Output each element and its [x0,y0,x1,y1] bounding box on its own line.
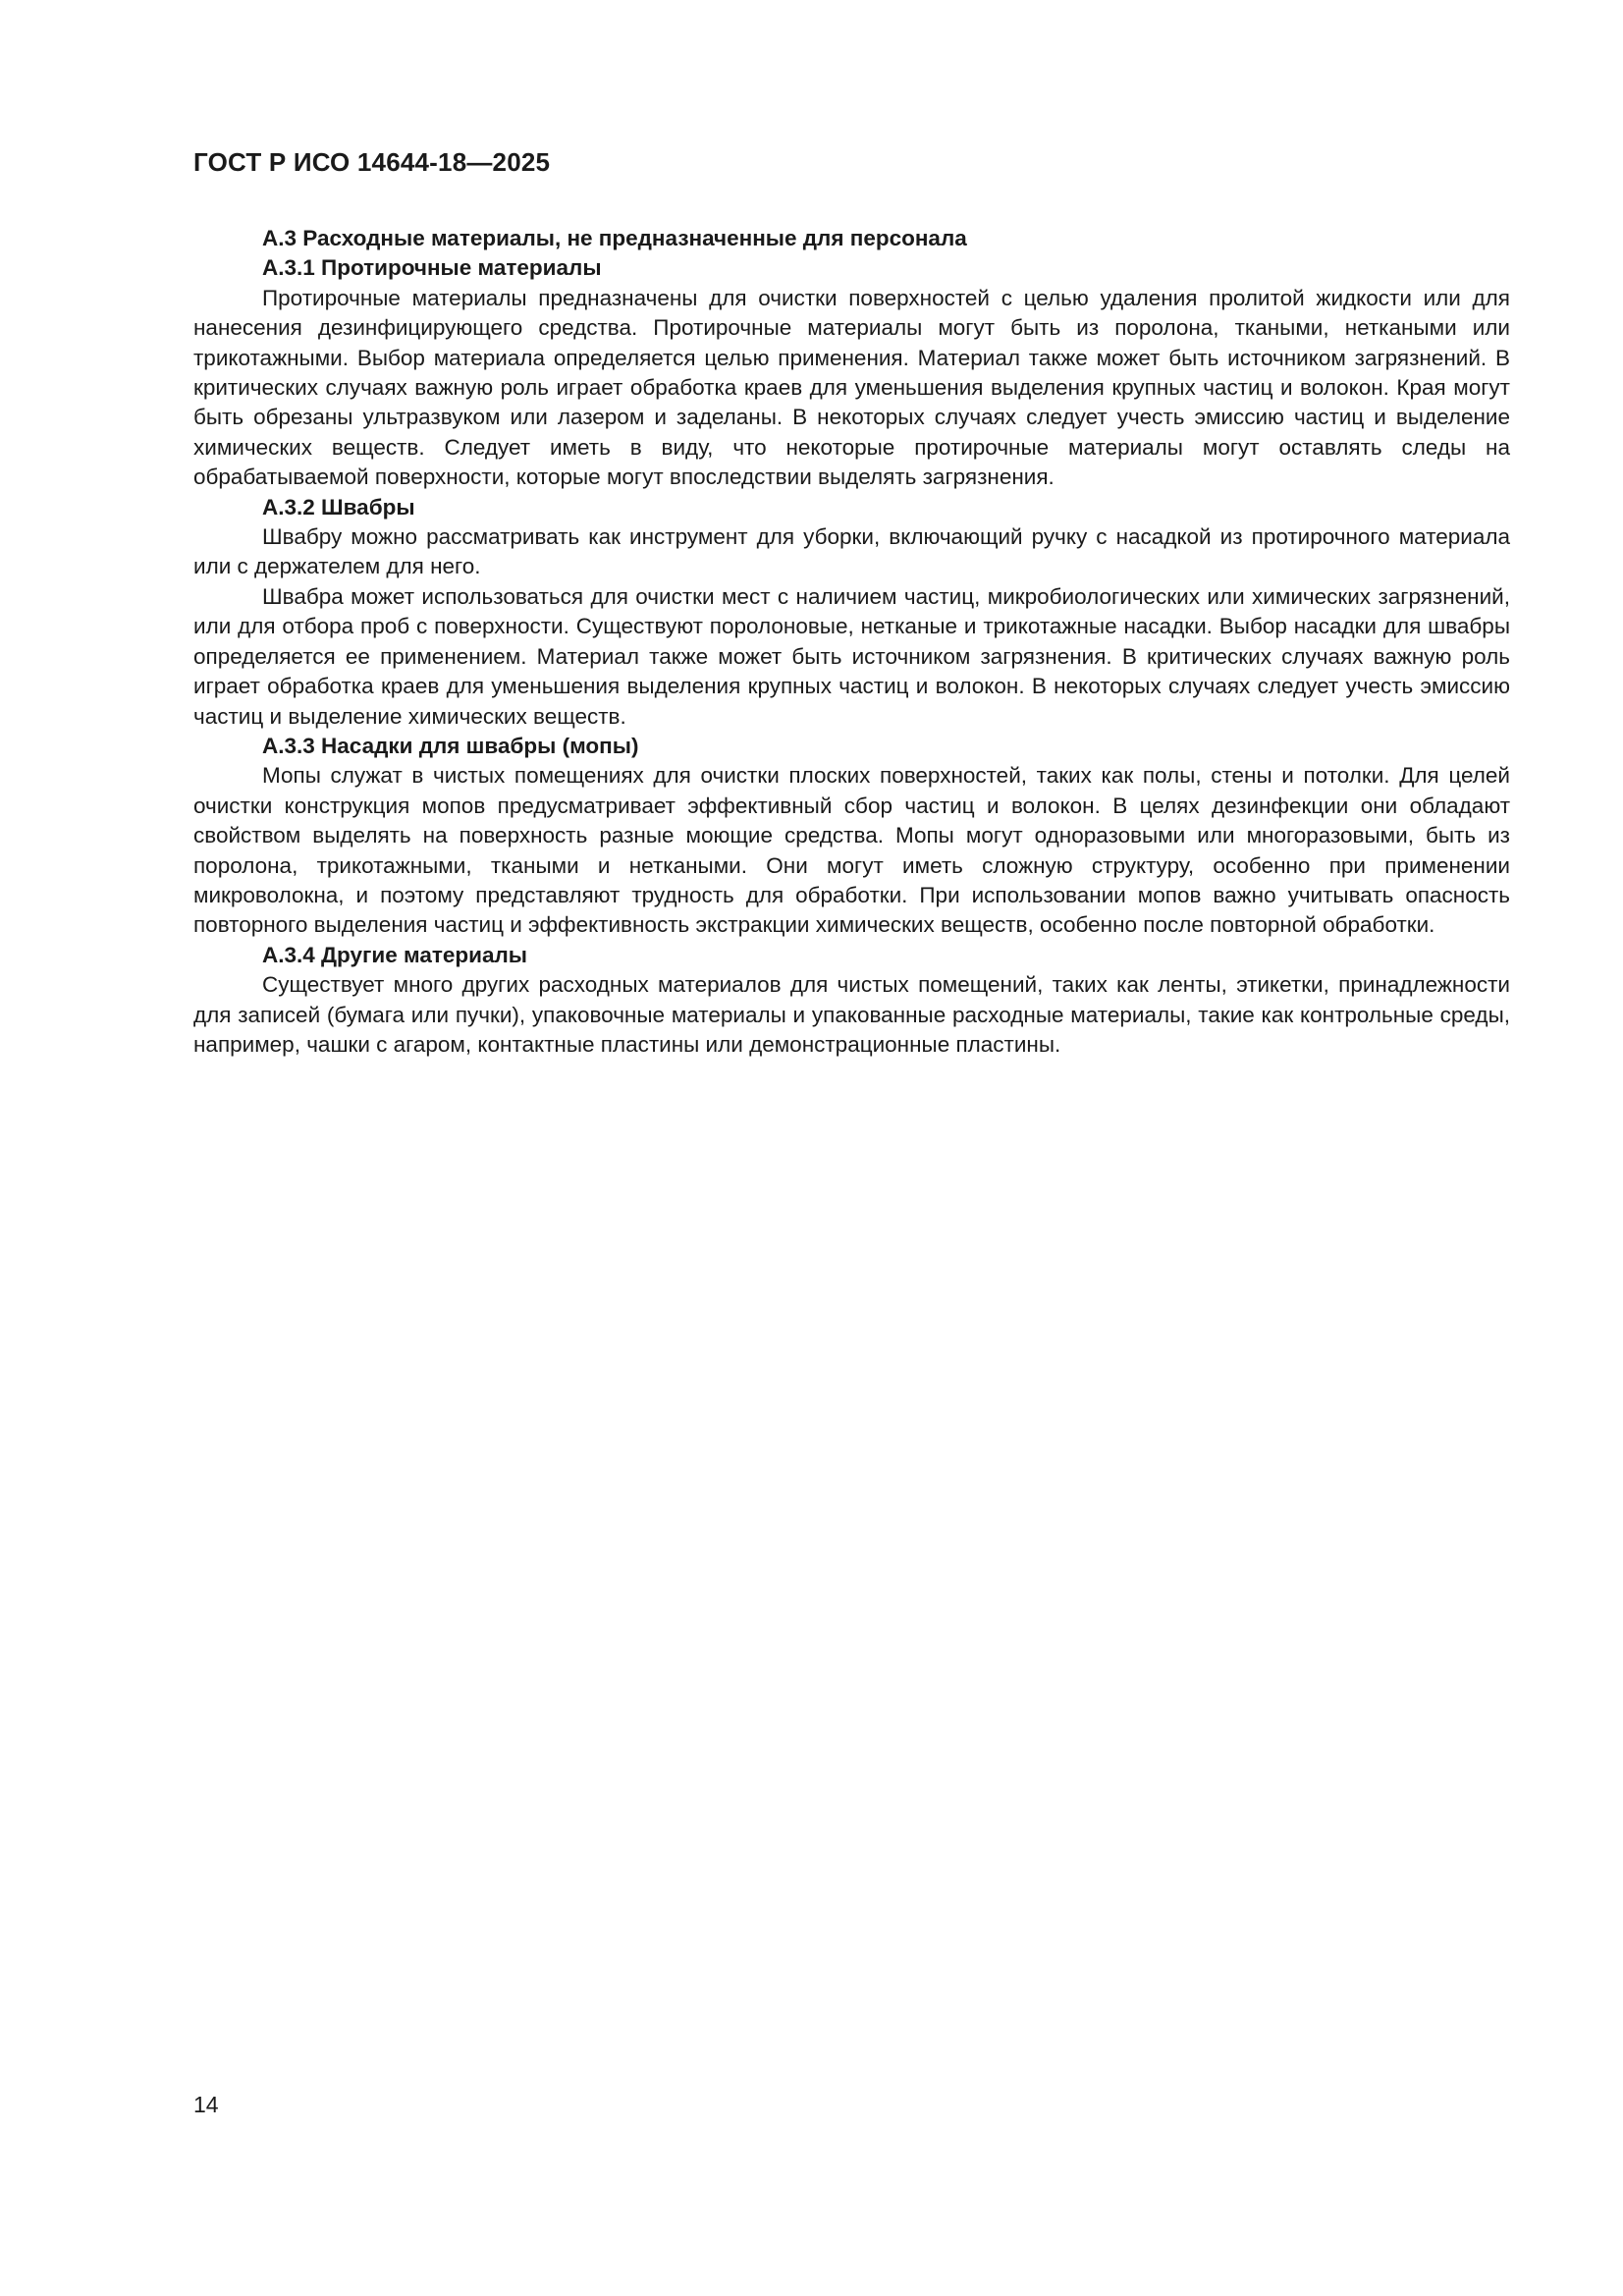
section-a33-heading: А.3.3 Насадки для швабры (мопы) [262,733,639,758]
document-body [193,224,1510,1060]
section-a31-paragraph: Протирочные материалы предназначены для очистки поверхностей с целью удаления пролитой жидкости или для нанесения дезинфицирующего средства. Протирочные материалы могут быть из поролона, ткаными, неткаными или трикотажными. Выбор материала определяется целью применения. Материал также может быть источником загрязнений. В критических случаях важную роль играет обработка краев для уменьшения выделения крупных частиц и волокон. Края могут быть обрезаны ультразвуком или лазером и заделаны. В некоторых случаях следует учесть эмиссию частиц и выделение химических веществ. Следует иметь в виду, что некоторые протирочные материалы могут оставлять следы на обрабатываемой поверхности, которые могут впоследствии выделять загрязнения. [193,285,1510,490]
section-a34-heading: А.3.4 Другие материалы [262,942,527,967]
section-a32-paragraph: Швабру можно рассматривать как инструмент для уборки, включающий ручку с насадкой из протирочного материала или с держателем для него. [193,524,1510,579]
page-number: 14 [193,2092,219,2117]
document-header: ГОСТ Р ИСО 14644-18—2025 [193,147,551,177]
section-a33-paragraph: Мопы служат в чистых помещениях для очистки плоских поверхностей, таких как полы, стены и потолки. Для целей очистки конструкция мопов предусматривает эффективный сбор частиц и волокон. В целях дезинфекции они обладают свойством выделять на поверхность разные моющие средства. Мопы могут одноразовыми или многоразовыми, быть из поролона, трикотажными, ткаными и неткаными. Они могут иметь сложную структуру, особенно при применении микроволокна, и поэтому представляют трудность для обработки. При использовании мопов важно учитывать опасность повторного выделения частиц и эффективность экстракции химических веществ, особенно после повторной обработки. [193,763,1510,938]
section-a32-paragraph: Швабра может использоваться для очистки мест с наличием частиц, микробиологических или химических загрязнений, или для отбора проб с поверхности. Существуют поролоновые, нетканые и трикотажные насадки. Выбор насадки для швабры определяется ее применением. Материал также может быть источником загрязнения. В критических случаях важную роль играет обработка краев для уменьшения выделения крупных частиц и волокон. В некоторых случаях следует учесть эмиссию частиц и выделение химических веществ. [193,583,1510,729]
section-a31-heading: А.3.1 Протирочные материалы [262,255,602,281]
section-a3-heading: А.3 Расходные материалы, не предназначенные для персонала [262,226,967,250]
section-a32-heading: А.3.2 Швабры [262,494,415,519]
section-a34-paragraph: Существует много других расходных материалов для чистых помещений, таких как ленты, этикетки, принадлежности для записей (бумага или пучки), упаковочные материалы и упакованные расходные материалы, такие как контрольные среды, например, чашки с агаром, контактные пластины или демонстрационные пластины. [193,972,1510,1057]
